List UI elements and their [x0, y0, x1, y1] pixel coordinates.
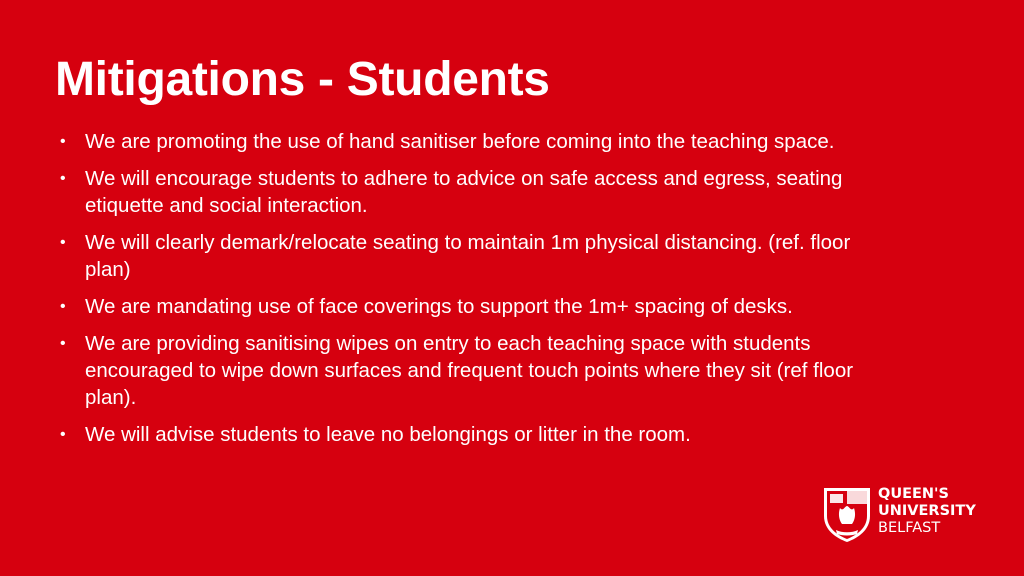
bullet-text: We are promoting the use of hand sanitiser before coming into the teaching space. [85, 130, 835, 153]
bullet-item [58, 293, 898, 320]
bullet-text: We are providing sanitising wipes on entry to each teaching space with students encouraged to wipe down surfaces and frequent touch points where they sit (ref floor plan). [85, 332, 854, 409]
logo-line-university: UNIVERSITY [878, 503, 976, 519]
bullet-item [58, 330, 898, 411]
bullet-text: We will clearly demark/relocate seating to maintain 1m physical distancing. (ref. floor plan) [85, 231, 851, 281]
bullet-icon: • [60, 234, 66, 251]
bullet-item [58, 128, 898, 155]
logo-line-belfast: BELFAST [878, 520, 941, 536]
logo-wordmark [878, 486, 976, 537]
bullet-icon: • [60, 133, 66, 150]
bullet-item [58, 421, 898, 448]
bullet-text: We will advise students to leave no belongings or litter in the room. [85, 423, 691, 446]
bullet-icon: • [60, 426, 66, 443]
bullet-list [58, 128, 898, 458]
bullet-text: We are mandating use of face coverings to support the 1m+ spacing of desks. [85, 295, 793, 318]
bullet-icon: • [60, 335, 66, 352]
logo-line-queens: QUEEN'S [878, 486, 949, 502]
bullet-icon: • [60, 298, 66, 315]
bullet-item [58, 229, 898, 283]
bullet-icon: • [60, 170, 66, 187]
university-crest-icon [822, 486, 872, 544]
slide-title: Mitigations - Students [55, 53, 550, 106]
bullet-item [58, 165, 898, 219]
university-logo [822, 486, 982, 544]
bullet-text: We will encourage students to adhere to advice on safe access and egress, seating etiquette and social interaction. [85, 167, 843, 217]
